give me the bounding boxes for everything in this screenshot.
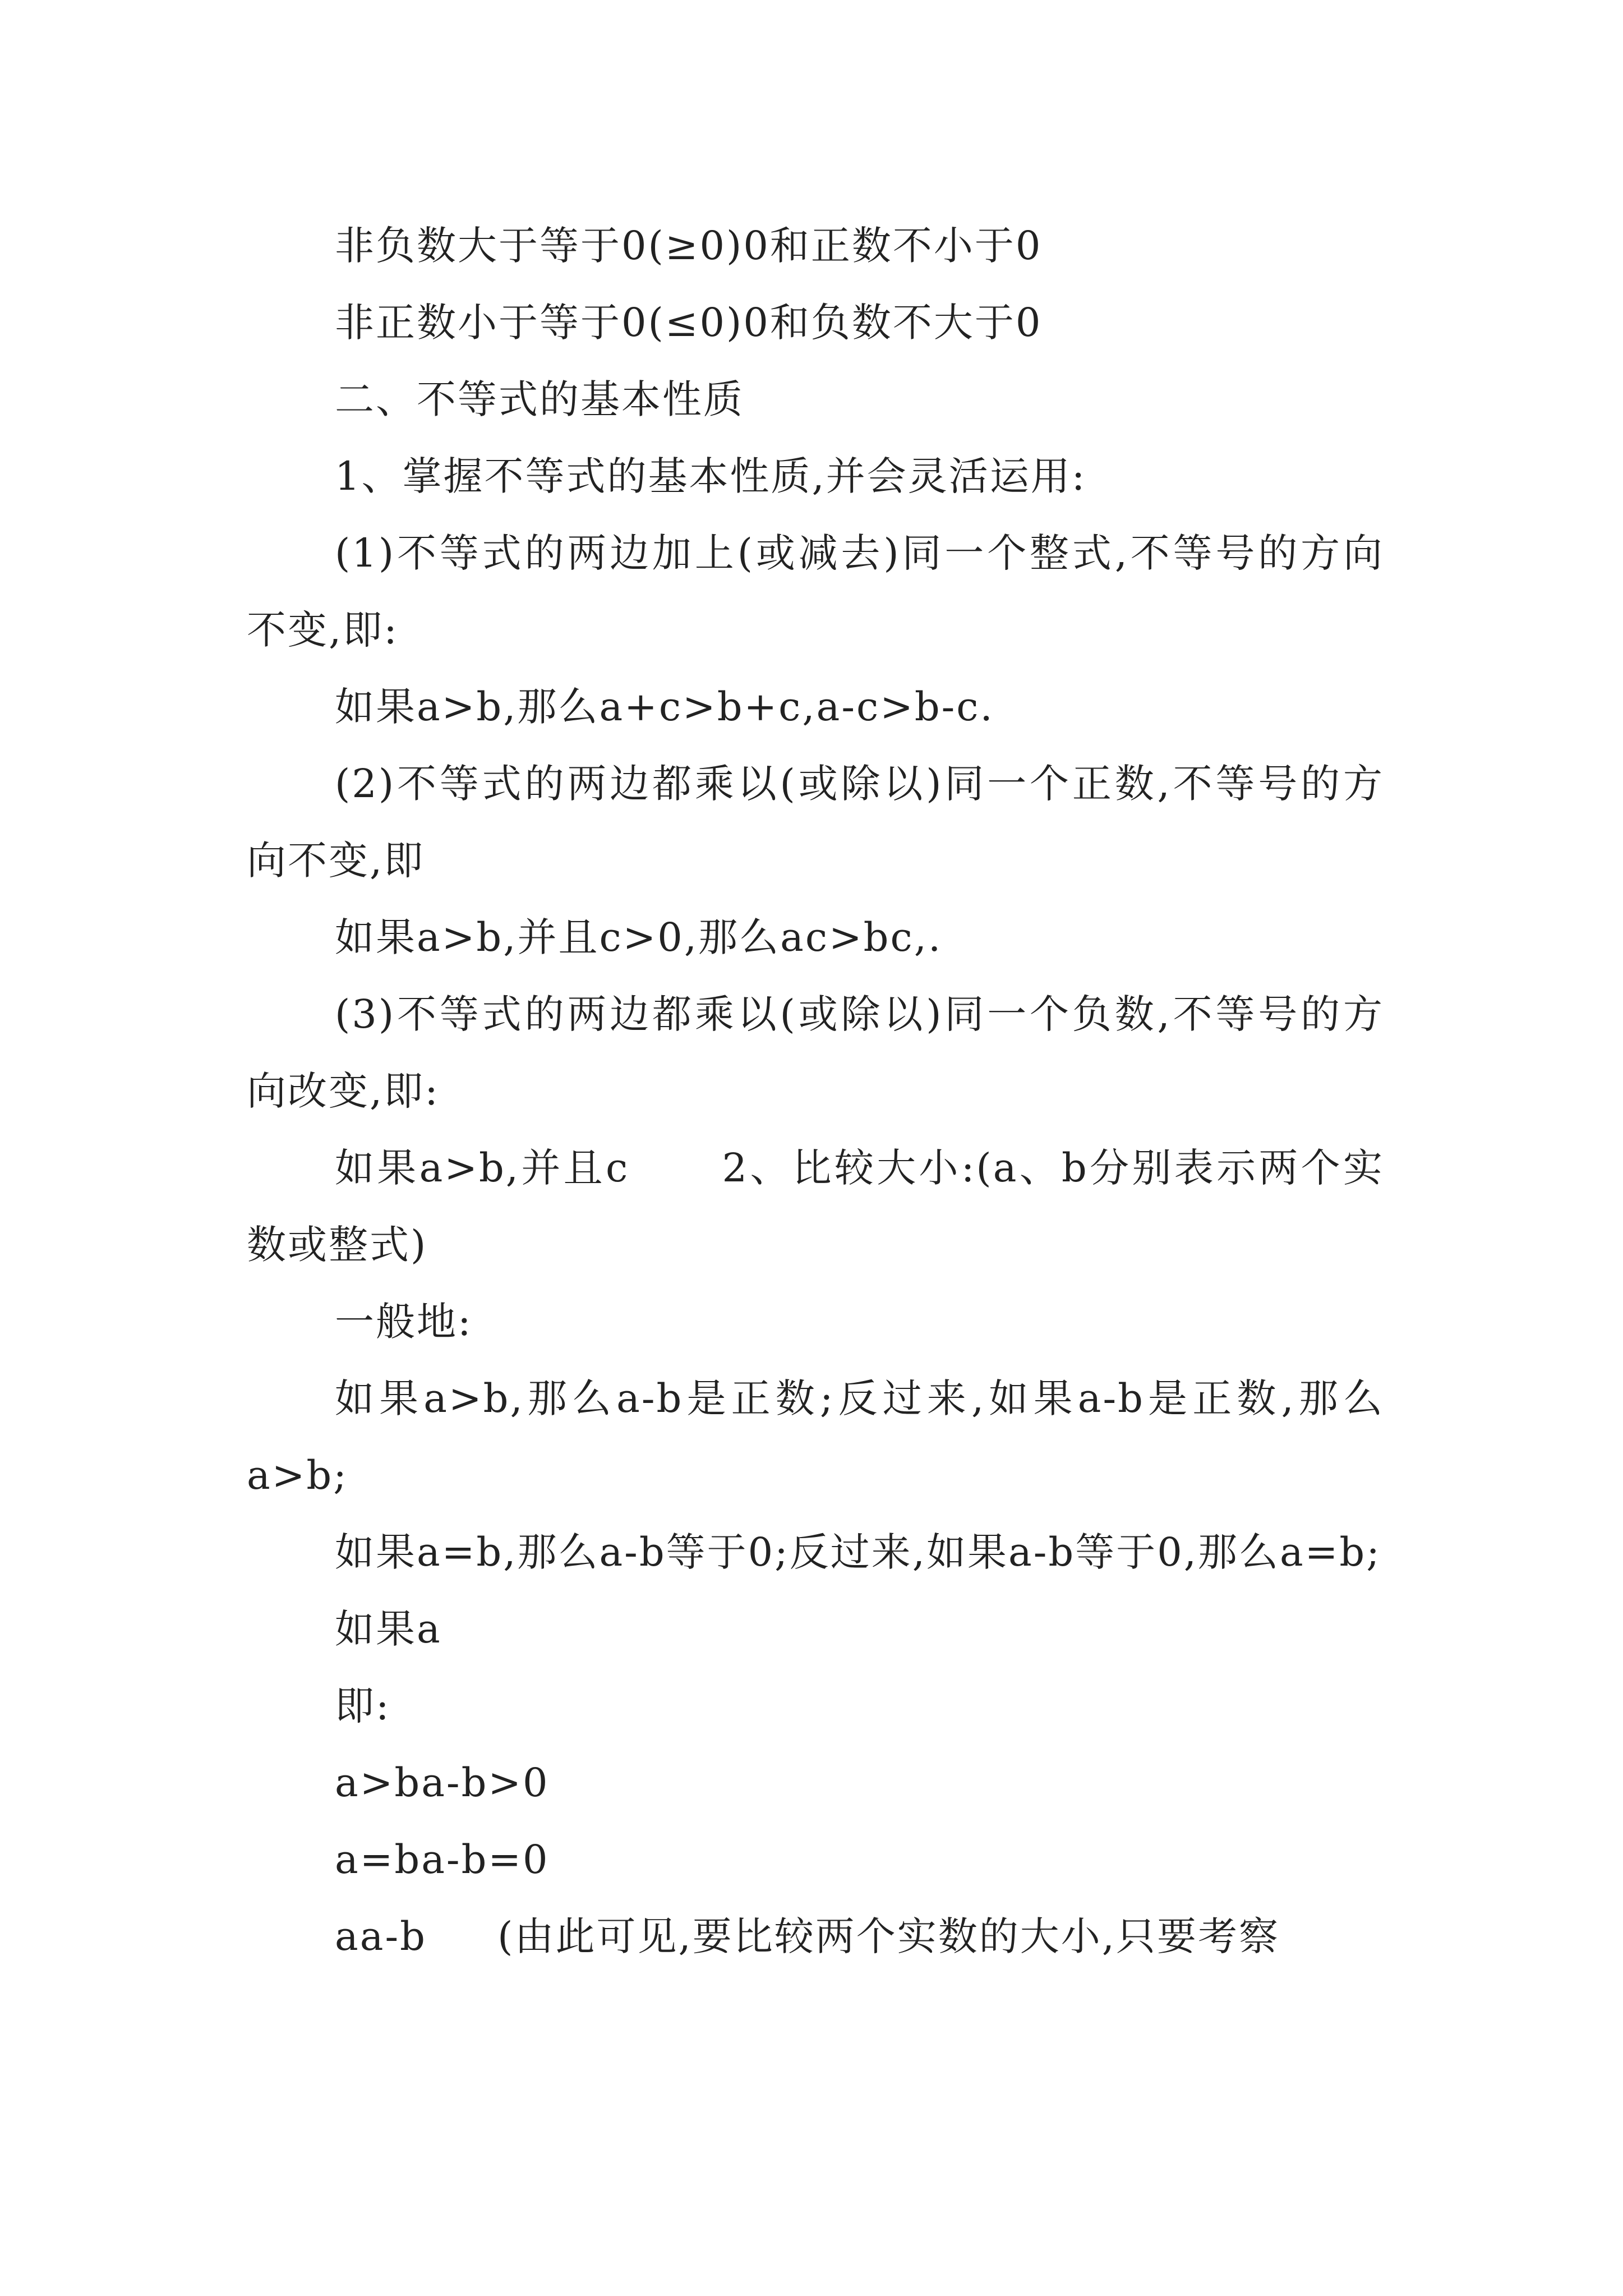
paragraph-compare-greater: 如果a>b,那么a-b是正数;反过来,如果a-b是正数,那么a>b;: [247, 1375, 1384, 1498]
paragraph-property-2-formula: 如果a>b,并且c>0,那么ac>bc,.: [335, 914, 943, 960]
paragraph-nonnegative: 非负数大于等于0(≥0)0和正数不小于0: [335, 223, 1043, 269]
formula-less-conclusion: aa-b (由此可见,要比较两个实数的大小,只要考察: [335, 1913, 1280, 1959]
paragraph-property-3-formula: 如果a>b,并且c 2、比较大小:(a、b分别表示两个实数或整式): [247, 1145, 1384, 1268]
paragraph-property-1: (1)不等式的两边加上(或减去)同一个整式,不等号的方向不变,即:: [247, 530, 1384, 653]
document-body: [247, 208, 1384, 1975]
paragraph-property-1-formula: 如果a>b,那么a+c>b+c,a-c>b-c.: [335, 684, 994, 730]
paragraph-property-2: (2)不等式的两边都乘以(或除以)同一个正数,不等号的方向不变,即: [247, 761, 1384, 884]
paragraph-nonpositive: 非正数小于等于0(≤0)0和负数不大于0: [335, 300, 1043, 346]
formula-greater: a>ba-b>0: [335, 1760, 550, 1806]
paragraph-namely: 即:: [335, 1683, 391, 1729]
formula-equal: a=ba-b=0: [335, 1837, 550, 1883]
section-heading: 二、不等式的基本性质: [335, 376, 744, 422]
paragraph-item-1: 1、掌握不等式的基本性质,并会灵活运用:: [335, 453, 1087, 499]
paragraph-compare-equal: 如果a=b,那么a-b等于0;反过来,如果a-b等于0,那么a=b;: [335, 1529, 1381, 1575]
paragraph-general: 一般地:: [335, 1299, 473, 1345]
paragraph-compare-less: 如果a: [335, 1606, 442, 1652]
paragraph-property-3: (3)不等式的两边都乘以(或除以)同一个负数,不等号的方向改变,即:: [247, 991, 1384, 1114]
